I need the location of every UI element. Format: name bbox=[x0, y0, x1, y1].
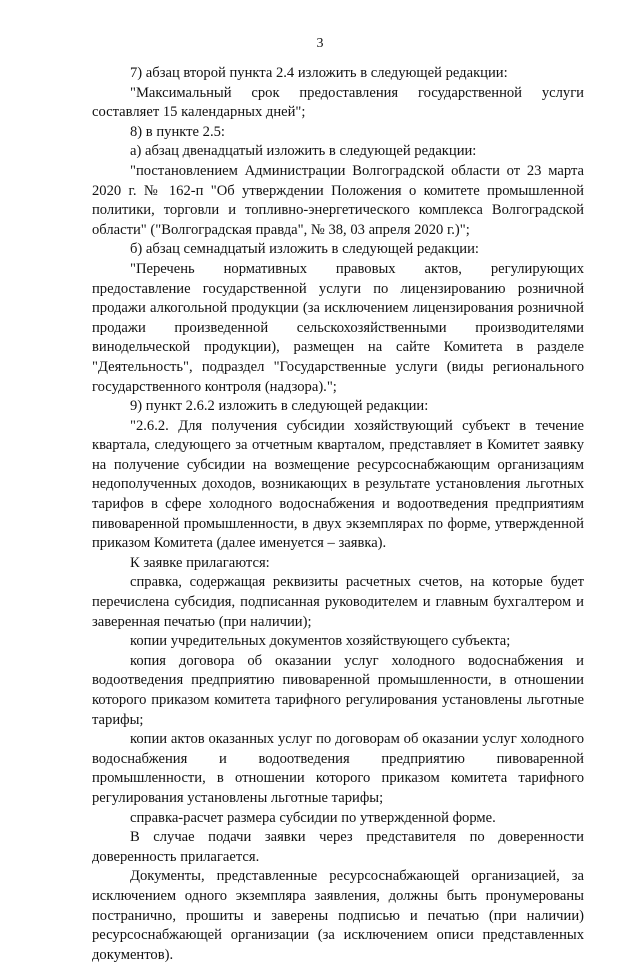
paragraph-representative: В случае подачи заявки через представителя по доверенности доверенность прилагается. bbox=[92, 829, 584, 865]
paragraph-contract-copy: копия договора об оказании услуг холодного водоснабжения и водоотведения предприятию пивоваренной промышленности, в отношении которого приказом комитета тарифного регулирования установлены льготные тарифы; bbox=[92, 652, 584, 728]
paragraph-item-8: 8) в пункте 2.5: bbox=[130, 123, 225, 140]
paragraph-item-7: 7) абзац второй пункта 2.4 изложить в следующей редакции: bbox=[130, 65, 508, 81]
paragraph-acts-copies: копии актов оказанных услуг по договорам об оказании услуг холодного водоснабжения и водоотведения предприятию пивоваренной промышленности, в отношении которого приказом комитета тарифного регулирования установлены льготные тарифы; bbox=[92, 731, 584, 806]
paragraph-founding-docs: копии учредительных документов хозяйствующего субъекта; bbox=[130, 633, 511, 650]
paragraph-2-6-2: "2.6.2. Для получения субсидии хозяйствующий субъект в течение квартала, следующего за отчетным кварталом, представляет в Комитет заявку на получение субсидии на возмещение ресурсоснабжающим организациям недополученных доходов, возникающих в результате установления льготных тарифов в сфере холодного водоснабжения и водоотведения предприятиям пивоваренной промышленности, в двух экземплярах по форме, утвержденной приказом Комитета (далее именуется – заявка). bbox=[92, 417, 584, 552]
paragraph-documents-requirements: Документы, представленные ресурсоснабжающей организацией, за исключением одного экземпляра заявления, должны быть пронумерованы постранично, прошиты и заверены подписью и печатью (при наличии) ресурсоснабжающей организации (за исключением описи представленных документов). bbox=[92, 868, 584, 963]
paragraph-resolution: "постановлением Администрации Волгоградской области от 23 марта 2020 г. № 162-п "Об утверждении Положения о комитете промышленной политики, торговли и топливно-энергетического комплекса Волгоградской области" ("Волгоградская правда", № 38, 03 апреля 2020 г.)"; bbox=[92, 162, 584, 238]
paragraph-max-term: "Максимальный срок предоставления государственной услуги составляет 15 календарных дней"; bbox=[92, 84, 584, 121]
paragraph-calculation: справка-расчет размера субсидии по утвержденной форме. bbox=[130, 809, 496, 826]
page-number: 3 bbox=[316, 36, 324, 51]
paragraph-subitem-b: б) абзац семнадцатый изложить в следующей редакции: bbox=[130, 241, 479, 258]
paragraph-subitem-a: а) абзац двенадцатый изложить в следующей редакции: bbox=[130, 143, 477, 160]
paragraph-attachments-intro: К заявке прилагаются: bbox=[130, 554, 270, 571]
paragraph-bank-reference: справка, содержащая реквизиты расчетных счетов, на которые будет перечислена субсидия, подписанная руководителем и главным бухгалтером и заверенная печатью (при наличии); bbox=[92, 574, 584, 630]
paragraph-legal-acts-list: "Перечень нормативных правовых актов, регулирующих предоставление государственной услуги по лицензированию розничной продажи алкогольной продукции (за исключением лицензирования розничной продажи произведенной сельскохозяйственными производителями винодельческой продукции), размещен на сайте Комитета в разделе "Деятельность", подраздел "Государственные услуги (виды регионального государственного контроля (надзора)."; bbox=[92, 260, 584, 395]
document-body bbox=[92, 64, 584, 965]
paragraph-item-9: 9) пункт 2.6.2 изложить в следующей редакции: bbox=[130, 398, 429, 415]
